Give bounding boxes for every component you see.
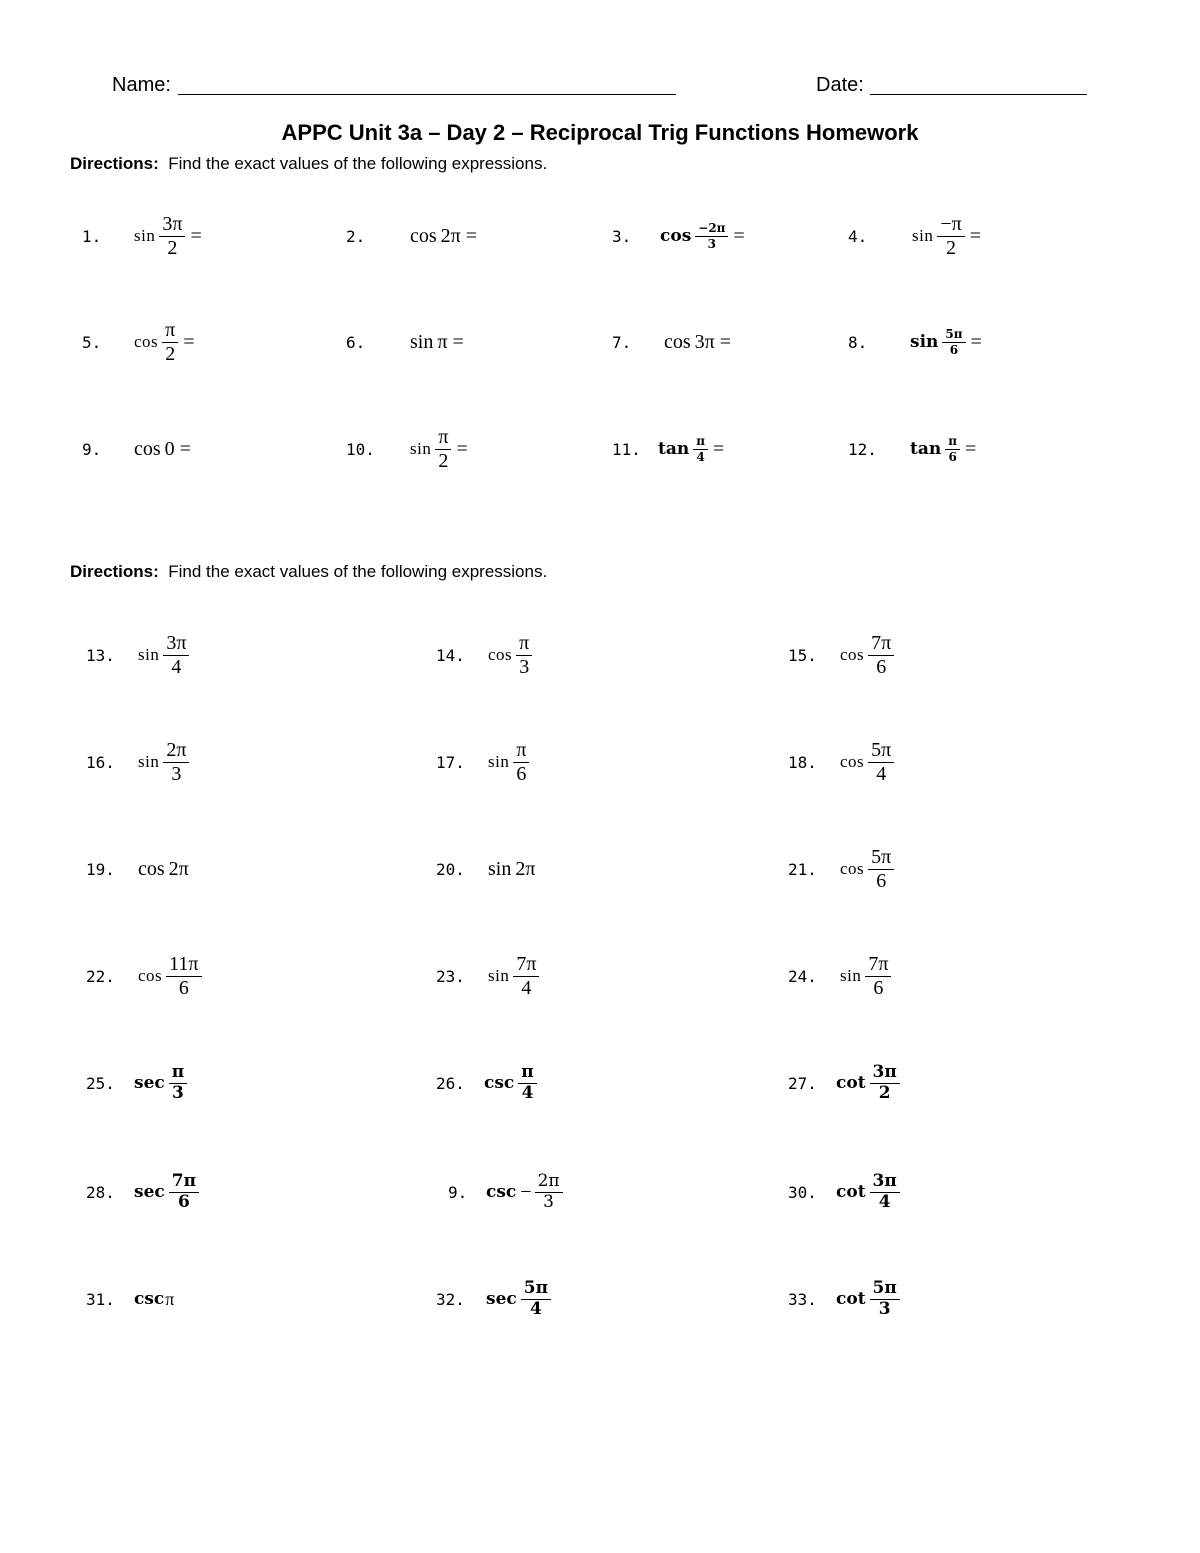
denominator: 4 [521, 976, 532, 999]
argument: π [165, 1288, 175, 1309]
numerator: π [169, 1064, 187, 1084]
denominator: 2 [878, 1082, 891, 1103]
problem-number: 30. [788, 1182, 817, 1202]
function-name: cos [138, 857, 165, 880]
numerator: π [435, 427, 451, 450]
problem-7 [612, 302, 731, 382]
expression [488, 954, 539, 999]
function-name: sin [134, 226, 156, 245]
problem-27 [788, 1043, 900, 1123]
expression [138, 740, 189, 785]
function-name: cos [664, 330, 691, 353]
expression [836, 1277, 900, 1319]
function-name: sin [410, 330, 434, 353]
problem-number: 24. [788, 966, 817, 986]
denominator: 3 [543, 1191, 554, 1212]
fraction [162, 320, 178, 365]
problem-number: 12. [848, 439, 877, 459]
problem-number: 13. [86, 645, 115, 665]
problem-17 [436, 722, 529, 802]
fraction [513, 954, 539, 999]
problem-11 [612, 409, 724, 489]
expression [664, 331, 731, 354]
fraction [169, 1170, 199, 1212]
denominator: 4 [171, 655, 182, 678]
denominator: 3 [172, 1082, 184, 1103]
denominator: 2 [438, 449, 449, 472]
problem-number: 20. [436, 859, 465, 879]
fraction [870, 1061, 900, 1103]
expression [138, 858, 189, 881]
function-name: cot [836, 1073, 866, 1093]
expression [910, 328, 982, 356]
problem-29 [448, 1152, 563, 1232]
expression [410, 427, 468, 472]
problem-number: 4. [848, 226, 868, 246]
argument: 3π [694, 330, 715, 353]
numerator: 2π [535, 1173, 563, 1193]
problem-number: 23. [436, 966, 465, 986]
argument: 2π [168, 857, 189, 880]
fraction [868, 633, 894, 678]
directions-1 [70, 154, 547, 174]
denominator: 6 [177, 1191, 190, 1212]
function-name: sin [912, 226, 934, 245]
numerator: π [518, 1064, 536, 1084]
problem-number: 2. [346, 226, 366, 246]
function-name: cos [488, 645, 513, 664]
expression [134, 438, 191, 461]
expression [134, 1061, 187, 1103]
problem-number: 27. [788, 1073, 817, 1093]
denominator: 3 [171, 762, 182, 785]
numerator: 3π [870, 1064, 900, 1084]
problem-number: 31. [86, 1289, 115, 1309]
denominator: 6 [948, 449, 957, 464]
expression [486, 1277, 551, 1319]
denominator: 3 [878, 1298, 891, 1319]
fraction [166, 954, 201, 999]
numerator: π [513, 740, 529, 763]
expression [840, 954, 891, 999]
expression [410, 331, 464, 354]
numerator: 7π [868, 633, 894, 656]
problem-25 [86, 1043, 187, 1123]
numerator: 3π [163, 633, 189, 656]
expression [836, 1170, 900, 1212]
fraction [868, 740, 894, 785]
fraction [163, 633, 189, 678]
function-name: cos [410, 224, 437, 247]
equals-sign: = [733, 224, 745, 247]
problem-22 [86, 936, 202, 1016]
function-name: sin [488, 752, 510, 771]
page-title: APPC Unit 3a – Day 2 – Reciprocal Trig Functions Homework [281, 120, 919, 145]
denominator: 6 [178, 976, 189, 999]
function-name: sin [910, 332, 939, 352]
date-label: Date: [816, 74, 864, 96]
problem-number: 1. [82, 226, 102, 246]
fraction [868, 847, 894, 892]
numerator: 5π [870, 1280, 900, 1300]
function-name: csc [134, 1289, 165, 1309]
denominator: 6 [516, 762, 527, 785]
equals-sign: = [179, 437, 191, 460]
denominator: 4 [878, 1191, 891, 1212]
numerator: 5π [868, 847, 894, 870]
fraction [516, 633, 532, 678]
date-line [870, 94, 1087, 95]
equals-sign: = [970, 330, 982, 353]
function-name: csc [484, 1073, 515, 1093]
problem-number: 28. [86, 1182, 115, 1202]
numerator: −π [937, 214, 964, 237]
equals-sign: = [190, 224, 202, 247]
fraction [159, 214, 185, 259]
denominator: 3 [519, 655, 530, 678]
function-name: cos [840, 645, 865, 664]
fraction [865, 954, 891, 999]
denominator: 6 [873, 976, 884, 999]
function-name: sec [134, 1182, 165, 1202]
fraction [695, 222, 728, 250]
problem-16 [86, 722, 189, 802]
numerator: −2π [695, 222, 728, 237]
denominator: 4 [876, 762, 887, 785]
problem-3 [612, 196, 745, 276]
equals-sign: = [969, 224, 982, 247]
problem-6 [346, 302, 464, 382]
problem-9 [82, 409, 191, 489]
problem-number: 8. [848, 332, 868, 352]
function-name: cos [134, 437, 161, 460]
problem-number: 21. [788, 859, 817, 879]
problem-number: 18. [788, 752, 817, 772]
numerator: π [516, 633, 532, 656]
function-name: cot [836, 1289, 866, 1309]
problem-2 [346, 196, 477, 276]
function-name: sec [486, 1289, 517, 1309]
problem-30 [788, 1152, 900, 1232]
argument: π [437, 330, 448, 353]
problem-23 [436, 936, 539, 1016]
problem-12 [848, 409, 976, 489]
expression [134, 214, 202, 259]
problem-5 [82, 302, 195, 382]
problem-number: 33. [788, 1289, 817, 1309]
expression [488, 858, 535, 881]
directions-text: Find the exact values of the following expressions. [168, 154, 548, 173]
problem-number: 9. [82, 439, 102, 459]
argument: 2π [440, 224, 461, 247]
function-name: cos [840, 859, 865, 878]
problem-10 [346, 409, 468, 489]
numerator: 5π [868, 740, 894, 763]
expression [910, 435, 976, 463]
directions-label: Directions: [70, 562, 159, 581]
denominator: 4 [521, 1082, 534, 1103]
numerator: π [945, 435, 960, 450]
denominator: 3 [707, 236, 717, 251]
problem-24 [788, 936, 891, 1016]
function-name: sec [134, 1073, 165, 1093]
numerator: 11π [166, 954, 201, 977]
problem-26 [436, 1043, 537, 1123]
problem-number: 5. [82, 332, 102, 352]
name-label: Name: [112, 74, 171, 96]
problem-number: 32. [436, 1289, 465, 1309]
problem-number: 22. [86, 966, 115, 986]
fraction [945, 435, 960, 463]
function-name: tan [910, 439, 942, 459]
numerator: 3π [159, 214, 185, 237]
argument: 2π [515, 857, 536, 880]
denominator: 2 [946, 236, 957, 259]
fraction [942, 328, 965, 356]
numerator: π [693, 435, 708, 450]
problem-number: 19. [86, 859, 115, 879]
equals-sign: = [456, 437, 468, 460]
denominator: 6 [949, 342, 959, 357]
problem-32 [436, 1259, 551, 1339]
problem-1 [82, 196, 202, 276]
problem-14 [436, 615, 532, 695]
expression [912, 214, 981, 259]
problem-number: 26. [436, 1073, 465, 1093]
function-name: cos [138, 966, 163, 985]
denominator: 6 [876, 869, 887, 892]
numerator: 2π [163, 740, 189, 763]
denominator: 2 [165, 342, 176, 365]
expression [658, 435, 724, 463]
fraction [435, 427, 451, 472]
problem-number: 15. [788, 645, 817, 665]
function-name: sin [840, 966, 862, 985]
expression [660, 222, 745, 250]
problem-4 [848, 196, 981, 276]
directions-label: Directions: [70, 154, 159, 173]
function-name: sin [488, 857, 512, 880]
function-name: sin [138, 645, 160, 664]
expression [840, 740, 894, 785]
numerator: 7π [169, 1173, 199, 1193]
fraction [521, 1277, 551, 1319]
expression [138, 633, 189, 678]
problem-number: 11. [612, 439, 641, 459]
expression [134, 320, 195, 365]
fraction [870, 1170, 900, 1212]
function-name: sin [138, 752, 160, 771]
directions-2 [70, 562, 547, 582]
problem-31 [86, 1259, 174, 1339]
expression [138, 954, 202, 999]
problem-33 [788, 1259, 900, 1339]
denominator: 4 [696, 449, 705, 464]
expression [484, 1061, 537, 1103]
expression [486, 1170, 563, 1212]
fraction [937, 214, 964, 259]
problem-number: 3. [612, 226, 632, 246]
argument: 0 [164, 437, 175, 460]
problem-15 [788, 615, 894, 695]
problem-number: 14. [436, 645, 465, 665]
numerator: 7π [865, 954, 891, 977]
equals-sign: = [713, 437, 725, 460]
fraction [870, 1277, 900, 1319]
function-name: csc [486, 1182, 517, 1202]
expression [488, 740, 529, 785]
minus-sign: − [520, 1180, 532, 1203]
function-name: cos [840, 752, 865, 771]
problem-28 [86, 1152, 199, 1232]
problem-number: 6. [346, 332, 366, 352]
function-name: cos [660, 226, 692, 246]
problem-18 [788, 722, 894, 802]
equals-sign: = [465, 224, 478, 247]
function-name: cos [134, 332, 159, 351]
expression [840, 847, 894, 892]
expression [134, 1170, 199, 1212]
expression [488, 633, 532, 678]
numerator: 3π [870, 1173, 900, 1193]
fraction [513, 740, 529, 785]
problem-number: 16. [86, 752, 115, 772]
numerator: π [162, 320, 178, 343]
equals-sign: = [183, 330, 195, 353]
expression [840, 633, 894, 678]
problem-number: 10. [346, 439, 375, 459]
equals-sign: = [719, 330, 732, 353]
problem-21 [788, 829, 894, 909]
numerator: 5π [942, 328, 965, 343]
problem-13 [86, 615, 189, 695]
problem-8 [848, 302, 982, 382]
problem-20 [436, 829, 535, 909]
denominator: 6 [876, 655, 887, 678]
equals-sign: = [965, 437, 977, 460]
directions-text: Find the exact values of the following expressions. [168, 562, 548, 581]
fraction [169, 1061, 187, 1103]
fraction [163, 740, 189, 785]
numerator: 7π [513, 954, 539, 977]
fraction [535, 1170, 563, 1212]
numerator: 5π [521, 1280, 551, 1300]
problem-number: 25. [86, 1073, 115, 1093]
problem-number: 9. [448, 1182, 468, 1202]
function-name: sin [410, 439, 432, 458]
problem-number: 17. [436, 752, 465, 772]
function-name: cot [836, 1182, 866, 1202]
denominator: 4 [529, 1298, 542, 1319]
expression [134, 1289, 174, 1310]
problem-number: 7. [612, 332, 632, 352]
function-name: tan [658, 439, 690, 459]
problem-19 [86, 829, 189, 909]
expression [410, 225, 477, 248]
denominator: 2 [167, 236, 178, 259]
equals-sign: = [452, 330, 464, 353]
name-line [178, 94, 676, 95]
fraction [518, 1061, 536, 1103]
fraction [693, 435, 708, 463]
function-name: sin [488, 966, 510, 985]
expression [836, 1061, 900, 1103]
